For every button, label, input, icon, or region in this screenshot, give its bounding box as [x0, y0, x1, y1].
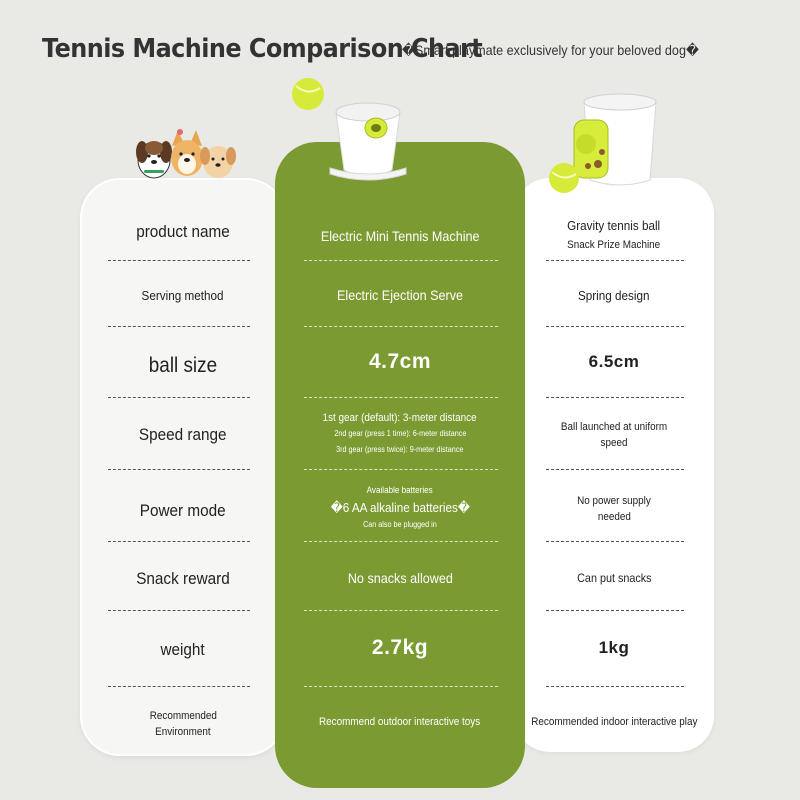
divider [108, 397, 250, 398]
electric-snack-reward: No snacks allowed [347, 570, 453, 586]
divider [546, 469, 684, 470]
gravity-serving: Spring design [578, 287, 650, 303]
electric-weight: 2.7kg [371, 636, 429, 659]
electric-serving: Electric Ejection Serve [336, 287, 464, 303]
gravity-name: Gravity tennis ball Snack Prize Machine [567, 217, 661, 251]
gravity-machine-image [540, 86, 670, 196]
electric-machine-image [288, 76, 418, 186]
divider [546, 326, 684, 327]
label-speed-range: Speed range [139, 425, 227, 444]
divider [546, 260, 684, 261]
divider [304, 469, 498, 470]
divider [108, 610, 250, 611]
label-power-mode: Power mode [140, 501, 226, 520]
divider [304, 541, 498, 542]
divider [108, 686, 250, 687]
divider [108, 260, 250, 261]
label-environment: Recommended Environment [149, 710, 217, 738]
label-weight: weight [160, 640, 206, 659]
divider [546, 686, 684, 687]
divider [108, 541, 250, 542]
electric-environment: Recommend outdoor interactive toys [319, 716, 481, 728]
divider [108, 469, 250, 470]
gravity-speed-range: Ball launched at uniform speed [560, 421, 668, 449]
divider [304, 610, 498, 611]
electric-ball-size: 4.7cm [368, 350, 432, 373]
divider [304, 397, 498, 398]
divider [108, 326, 250, 327]
gravity-power-mode: No power supply needed [577, 495, 651, 523]
gravity-snack-reward: Can put snacks [576, 571, 652, 585]
dogs-illustration [132, 126, 236, 182]
label-serving-method: Serving method [142, 287, 224, 303]
divider [304, 686, 498, 687]
label-ball-size: ball size [148, 354, 218, 377]
divider [304, 326, 498, 327]
label-product-name: product name [136, 222, 230, 241]
divider [546, 541, 684, 542]
electric-name: Electric Mini Tennis Machine [320, 228, 480, 244]
divider [546, 610, 684, 611]
gravity-environment: Recommended indoor interactive play [530, 716, 698, 728]
page-subtitle: �Smart playmate exclusively for your beloved dog� [402, 42, 699, 58]
label-snack-reward: Snack reward [136, 569, 230, 588]
electric-speed-range: 1st gear (default): 3-meter distance 2nd gear (press 1 time): 6-meter distance 3rd gear (press twice): 9-meter distance [322, 412, 478, 454]
divider [546, 397, 684, 398]
page-title: Tennis Machine Comparison Chart [42, 34, 483, 64]
electric-power-mode: Available batteries �6 AA alkaline batteries� Can also be plugged in [330, 485, 470, 529]
divider [304, 260, 498, 261]
gravity-weight: 1kg [598, 638, 630, 657]
gravity-ball-size: 6.5cm [588, 352, 640, 371]
